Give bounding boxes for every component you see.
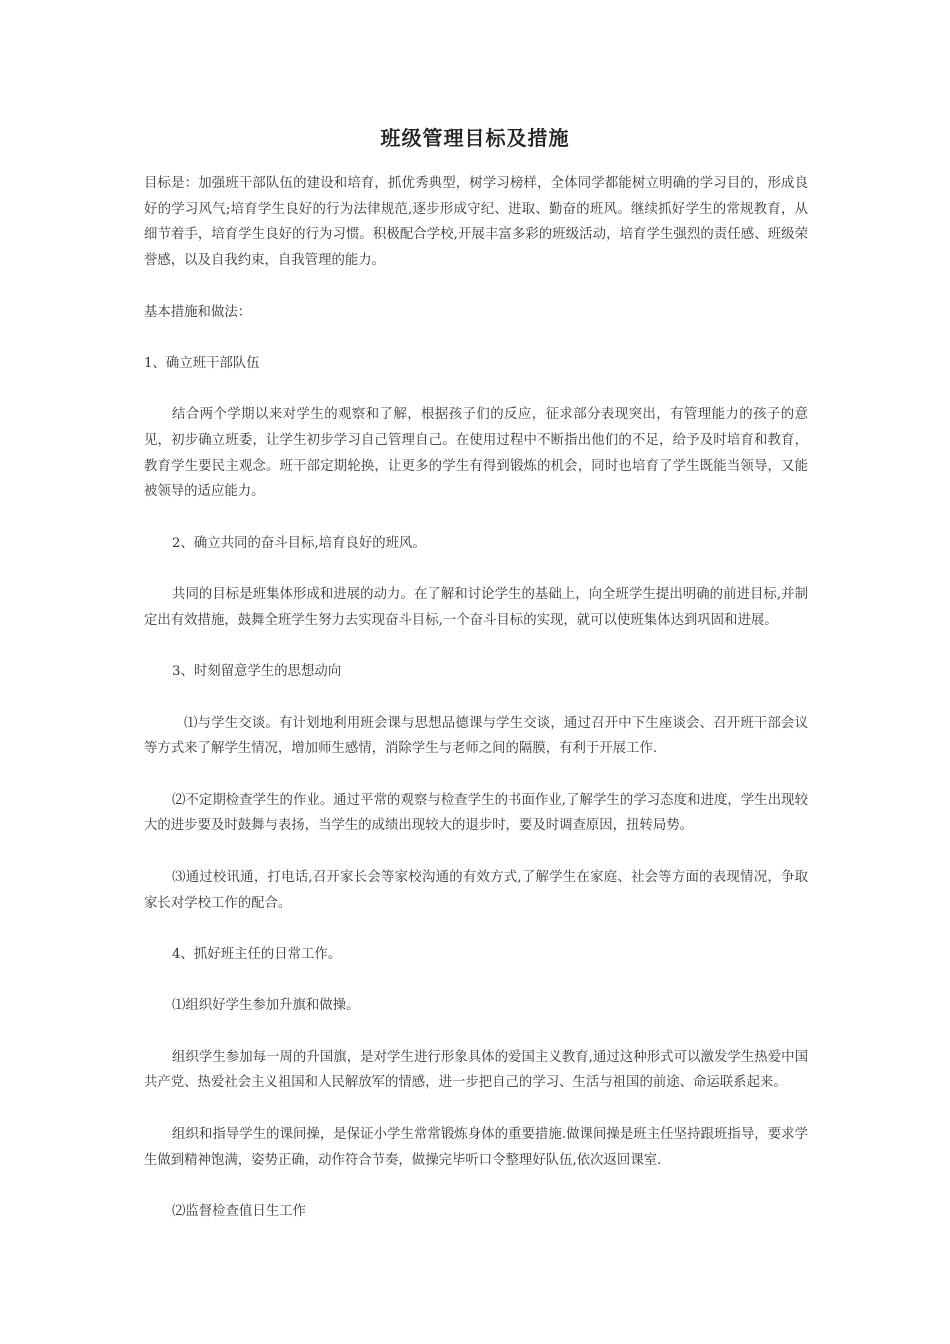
paragraph-common-goal: 共同的目标是班集体形成和进展的动力。在了解和讨论学生的基础上，向全班学生提出明确的前进目标,并制定出有效措施，鼓舞全班学生努力去实现奋斗目标,一个奋斗目标的实现，就可以使班集体达到巩固和进展。 (144, 587, 808, 628)
subheading-duty-check: ⑵监督检查值日生工作 (172, 1203, 306, 1219)
section-heading-2: 2、确立共同的奋斗目标,培育良好的班风。 (172, 535, 426, 551)
paragraph-break-exercise: 组织和指导学生的课间操，是保证小学生常常锻炼身体的重要措施.做课间操是班主任坚持跟班指导，要求学生做到精神饱满，姿势正确，动作符合节奏，做操完毕听口令整理好队伍,依次返回课室. (144, 1126, 808, 1168)
paragraph-home-school: ⑶通过校讯通，打电话,召开家长会等家校沟通的有效方式,了解学生在家庭、社会等方面的表现情况，争取家长对学校工作的配合。 (144, 869, 808, 911)
paragraph-flag-raising: 组织学生参加每一周的升国旗，是对学生进行形象具体的爱国主义教育,通过这种形式可以激发学生热爱中国共产党、热爱社会主义祖国和人民解放军的情感，进一步把自己的学习、生活与祖国的前途、命运联系起来。 (144, 1049, 808, 1091)
paragraph-class-cadre: 结合两个学期以来对学生的观察和了解，根据孩子们的反应，征求部分表现突出，有管理能力的孩子的意见，初步确立班委，让学生初步学习自己管理自己。在使用过程中不断指出他们的不足，给予及时培育和教育，教育学生要民主观念。班干部定期轮换，让更多的学生有得到锻炼的机会，同时也培育了学生既能当领导，又能被领导的适应能力。 (144, 407, 808, 500)
paragraph-check-homework: ⑵不定期检查学生的作业。通过平常的观察与检查学生的书面作业,了解学生的学习态度和进度，学生出现较大的进步要及时鼓舞与表扬，当学生的成绩出现较大的退步时，要及时调查原因，扭转局势。 (144, 792, 808, 834)
paragraph-talk-with-students: ⑴与学生交谈。有计划地利用班会课与思想品德课与学生交谈，通过召开中下生座谈会、召开班干部会议等方式来了解学生情况，增加师生感情，消除学生与老师之间的隔膜，有利于开展工作. (144, 715, 808, 757)
section-heading-4: 4、抓好班主任的日常工作。 (172, 946, 342, 962)
document-title: 班级管理目标及措施 (380, 126, 570, 150)
section-heading-3: 3、时刻留意学生的思想动向 (172, 664, 342, 680)
section-heading-1: 1、确立班干部队伍 (144, 355, 260, 371)
document-body (144, 171, 808, 1250)
paragraph-measures-heading: 基本措施和做法： (144, 304, 252, 320)
paragraph-goals: 目标是：加强班干部队伍的建设和培育，抓优秀典型，树学习榜样，全体同学都能树立明确的学习目的，形成良好的学习风气;培育学生良好的行为法律规范,逐步形成守纪、进取、勤奋的班风。继续抓好学生的常规教育，从细节着手，培育学生良好的行为习惯。积极配合学校,开展丰富多彩的班级活动，培育学生强烈的责任感、班级荣誉感，以及自我约束，自我管理的能力。 (144, 176, 808, 269)
subheading-flag-exercise: ⑴组织好学生参加升旗和做操。 (172, 998, 360, 1014)
